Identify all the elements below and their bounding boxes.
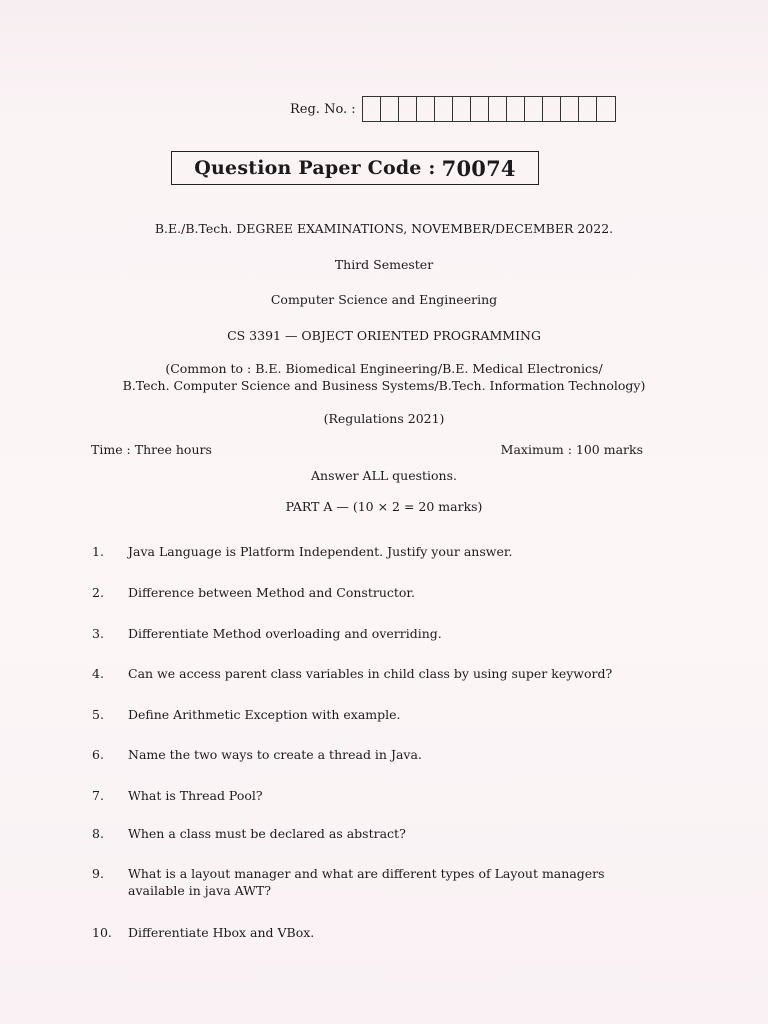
reg-box <box>417 97 435 121</box>
question-item <box>92 665 652 682</box>
question-text: When a class must be declared as abstract? <box>128 826 406 841</box>
question-text: What is Thread Pool? <box>128 788 263 803</box>
question-number: 3. <box>92 626 104 641</box>
reg-box <box>579 97 597 121</box>
reg-box <box>489 97 507 121</box>
common-line-1: (Common to : B.E. Biomedical Engineering/B.E. Medical Electronics/ <box>165 361 603 376</box>
question-item <box>92 584 652 601</box>
reg-number-boxes <box>362 96 616 122</box>
department: Computer Science and Engineering <box>270 292 498 307</box>
regulations: (Regulations 2021) <box>323 411 445 426</box>
reg-box <box>543 97 561 121</box>
question-number: 5. <box>92 707 104 722</box>
question-item <box>92 543 652 560</box>
question-item <box>92 825 652 842</box>
question-number: 2. <box>92 585 104 600</box>
question-item <box>92 746 652 763</box>
question-text: Name the two ways to create a thread in Java. <box>128 747 422 762</box>
question-text: Difference between Method and Constructor. <box>128 585 416 600</box>
reg-box <box>525 97 543 121</box>
time-marks-row <box>91 442 643 457</box>
question-number: 8. <box>92 826 104 841</box>
subject: CS 3391 — OBJECT ORIENTED PROGRAMMING <box>227 328 541 343</box>
max-marks: Maximum : 100 marks <box>500 442 643 457</box>
question-item <box>92 865 652 899</box>
question-paper-code-box <box>171 151 539 185</box>
reg-box <box>471 97 489 121</box>
question-text: Define Arithmetic Exception with example. <box>128 707 401 722</box>
reg-box <box>453 97 471 121</box>
question-number: 9. <box>92 866 104 881</box>
question-text: Differentiate Hbox and VBox. <box>128 925 315 940</box>
reg-number-row <box>290 96 616 122</box>
part-heading: PART A — (10 × 2 = 20 marks) <box>285 499 483 514</box>
common-line-2: B.Tech. Computer Science and Business Systems/B.Tech. Information Technology) <box>122 378 646 393</box>
exam-title: B.E./B.Tech. DEGREE EXAMINATIONS, NOVEMBER/DECEMBER 2022. <box>154 221 614 236</box>
question-text: Can we access parent class variables in child class by using super keyword? <box>128 666 613 681</box>
code-label: Question Paper Code : <box>194 157 436 179</box>
question-number: 4. <box>92 666 104 681</box>
question-number: 6. <box>92 747 104 762</box>
question-item <box>92 625 652 642</box>
semester: Third Semester <box>334 257 434 272</box>
reg-box <box>561 97 579 121</box>
reg-label: Reg. No. : <box>290 101 356 117</box>
question-text: Java Language is Platform Independent. Justify your answer. <box>128 544 513 559</box>
question-item <box>92 706 652 723</box>
code-number: 70074 <box>441 155 516 181</box>
question-number: 1. <box>92 544 104 559</box>
reg-box <box>435 97 453 121</box>
time-duration: Time : Three hours <box>91 442 212 457</box>
question-text: Differentiate Method overloading and overriding. <box>128 626 442 641</box>
question-number: 10. <box>92 925 112 940</box>
question-number: 7. <box>92 788 104 803</box>
reg-box <box>399 97 417 121</box>
reg-box <box>597 97 615 121</box>
question-item <box>92 924 652 941</box>
reg-box <box>363 97 381 121</box>
instruction: Answer ALL questions. <box>311 468 457 483</box>
question-text: What is a layout manager and what are different types of Layout managers available in java AWT? <box>128 866 605 898</box>
question-item <box>92 787 652 804</box>
reg-box <box>381 97 399 121</box>
reg-box <box>507 97 525 121</box>
